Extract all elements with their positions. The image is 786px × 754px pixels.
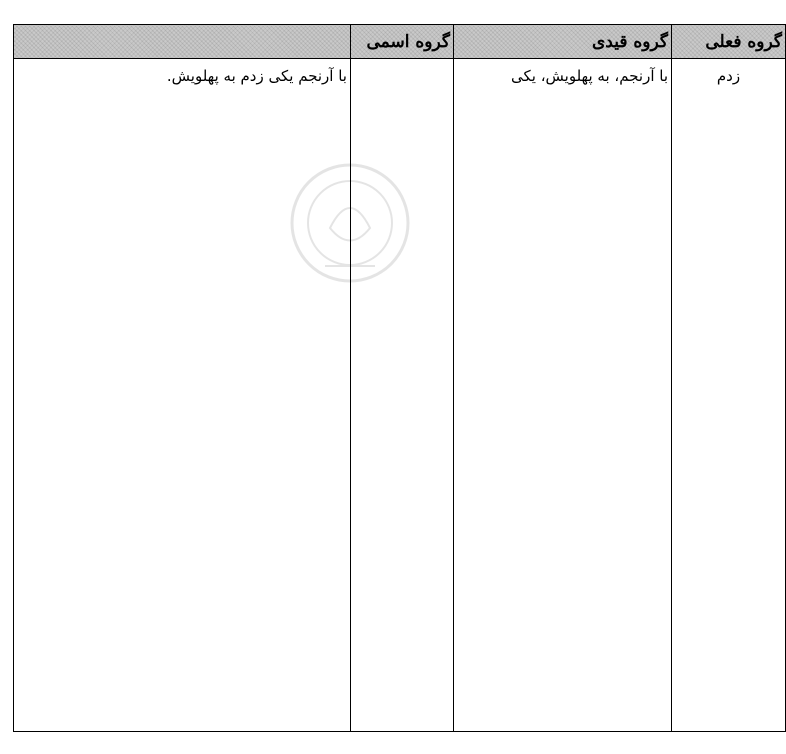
table-row [14,59,786,732]
grammar-analysis-table [13,24,786,732]
header-noun-group: گروه اسمی [351,25,454,59]
cell-adverb-group: با آرنجم، به پهلویش، یکی [454,59,672,732]
cell-verb-group: زدم [672,59,786,732]
header-verb-group: گروه فعلی [672,25,786,59]
cell-sentence: با آرنجم یکی زدم به پهلویش. [14,59,351,732]
header-sentence [14,25,351,59]
cell-noun-group [351,59,454,732]
header-row [14,25,786,59]
header-adverb-group: گروه قیدی [454,25,672,59]
